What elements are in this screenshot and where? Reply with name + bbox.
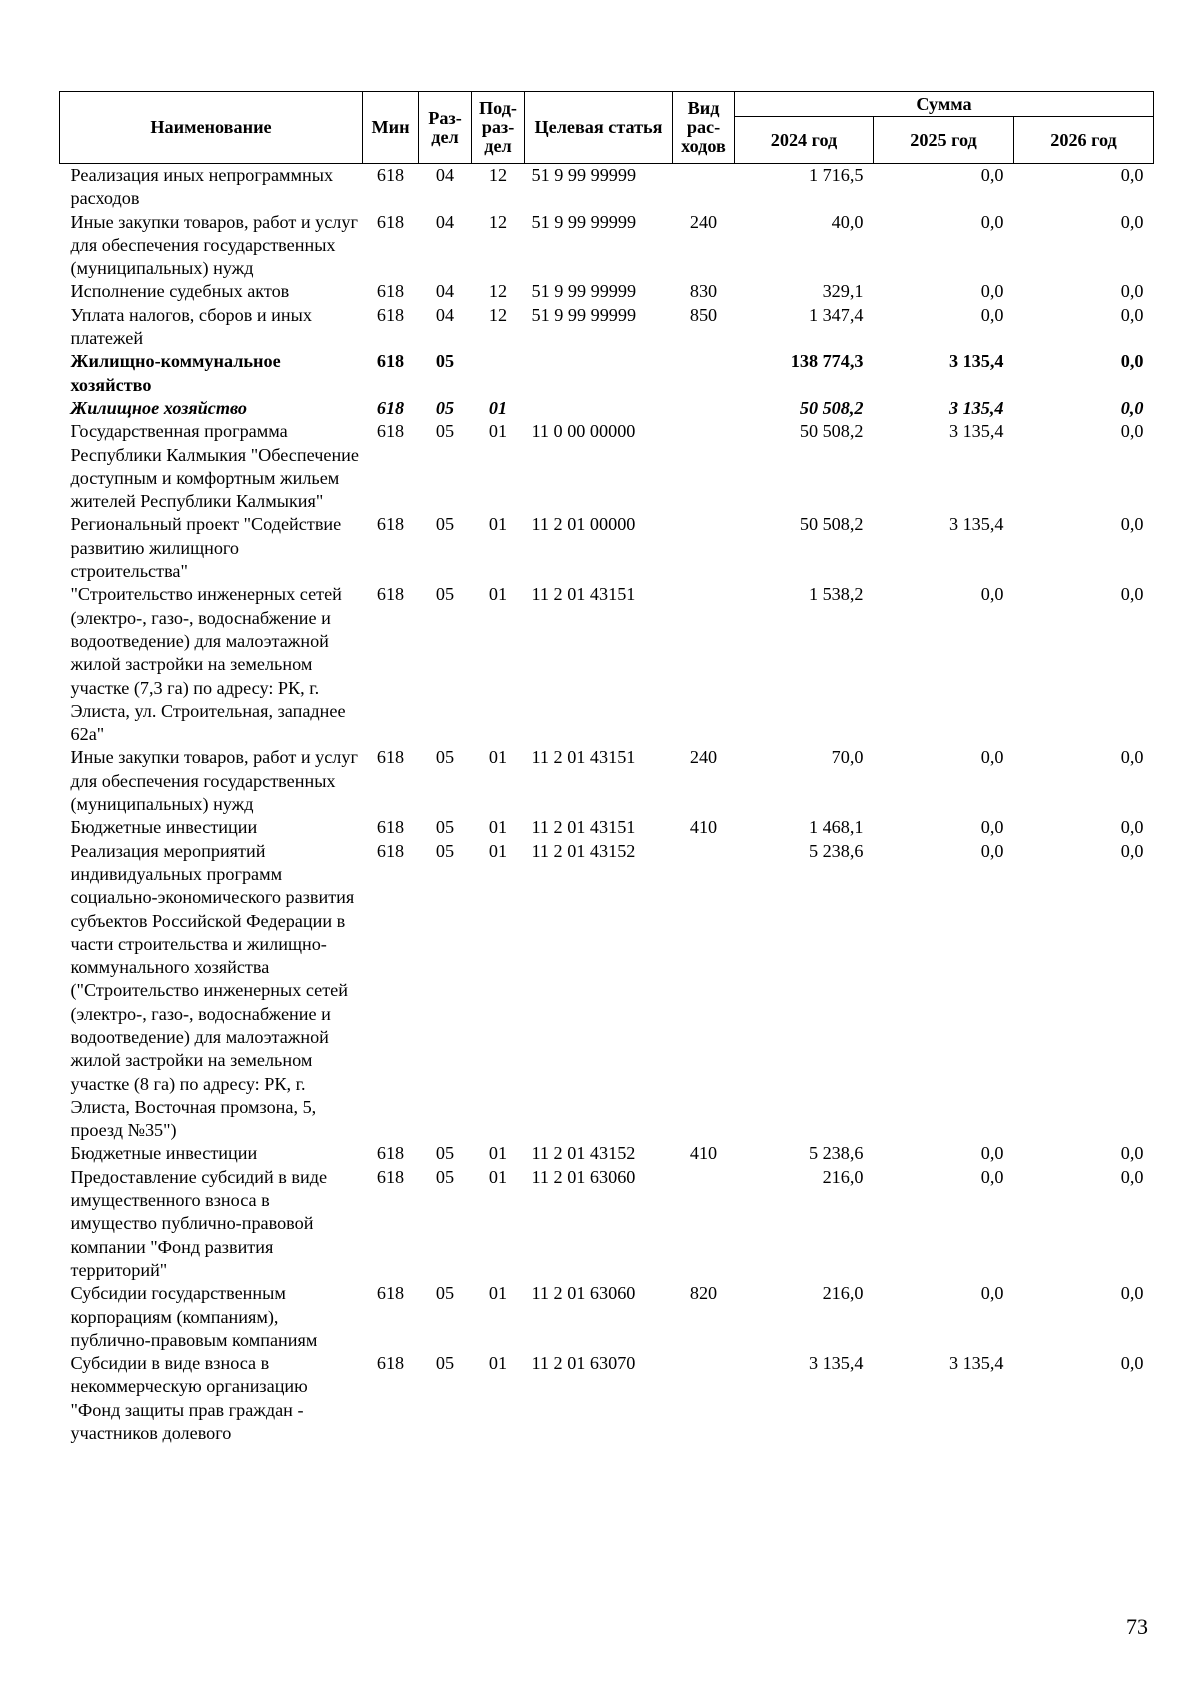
table-row bbox=[60, 1282, 1154, 1352]
table-row bbox=[60, 816, 1154, 839]
cell-tselevaya-statya: 11 2 01 63070 bbox=[531, 1353, 636, 1374]
cell-tselevaya-statya: 11 2 01 00000 bbox=[531, 514, 636, 535]
cell-min: 618 bbox=[376, 304, 405, 325]
cell-name: Иные закупки товаров, работ и услуг для обеспечения государственных (муниципальных) нужд bbox=[70, 211, 358, 279]
table-row bbox=[60, 583, 1154, 746]
cell-sum-2024: 50 508,2 bbox=[799, 397, 864, 418]
table-row bbox=[60, 280, 1154, 303]
cell-vid-raskhodov: 820 bbox=[689, 1283, 718, 1304]
cell-sum-2025: 0,0 bbox=[980, 211, 1004, 232]
cell-sum-2024: 1 468,1 bbox=[808, 817, 864, 838]
cell-vid-raskhodov bbox=[673, 350, 735, 397]
cell-name: Реализация иных непрограммных расходов bbox=[70, 165, 334, 209]
cell-tselevaya-statya: 11 2 01 63060 bbox=[531, 1166, 636, 1187]
cell-sum-2026: 0,0 bbox=[1120, 1166, 1144, 1187]
page-number: 73 bbox=[1126, 1614, 1148, 1639]
cell-podrazdel: 12 bbox=[488, 281, 508, 302]
cell-sum-2026: 0,0 bbox=[1120, 1353, 1144, 1374]
cell-sum-2025: 3 135,4 bbox=[948, 421, 1004, 442]
cell-sum-2024: 1 538,2 bbox=[808, 584, 864, 605]
cell-sum-2026: 0,0 bbox=[1120, 397, 1144, 418]
table-row bbox=[60, 1352, 1154, 1445]
cell-min: 618 bbox=[376, 584, 405, 605]
cell-sum-2024: 5 238,6 bbox=[808, 1143, 864, 1164]
cell-sum-2024: 70,0 bbox=[831, 747, 864, 768]
cell-razdel: 05 bbox=[435, 584, 455, 605]
cell-sum-2025: 0,0 bbox=[980, 817, 1004, 838]
cell-podrazdel: 01 bbox=[488, 1143, 508, 1164]
cell-name: Субсидии государственным корпорациям (компаниям), публично-правовым компаниям bbox=[70, 1283, 318, 1350]
budget-table bbox=[59, 91, 1154, 1445]
cell-tselevaya-statya bbox=[525, 350, 673, 397]
cell-razdel: 05 bbox=[435, 1283, 455, 1304]
cell-name: Исполнение судебных актов bbox=[70, 281, 290, 302]
cell-razdel: 05 bbox=[435, 840, 455, 861]
header-tselevaya-statya: Целевая статья bbox=[525, 92, 673, 164]
cell-sum-2026: 0,0 bbox=[1120, 421, 1144, 442]
cell-name: Субсидии в виде взноса в некоммерческую организацию "Фонд защиты прав граждан - участников долевого bbox=[70, 1353, 308, 1444]
cell-podrazdel: 12 bbox=[488, 165, 508, 185]
cell-sum-2026: 0,0 bbox=[1120, 747, 1144, 768]
cell-tselevaya-statya: 11 2 01 43151 bbox=[531, 747, 636, 768]
cell-vid-raskhodov bbox=[673, 397, 735, 420]
cell-razdel: 04 bbox=[435, 304, 455, 325]
cell-podrazdel: 12 bbox=[488, 304, 508, 325]
table-row bbox=[60, 746, 1154, 816]
table-row bbox=[60, 420, 1154, 513]
cell-razdel: 04 bbox=[435, 281, 455, 302]
cell-razdel: 05 bbox=[435, 397, 455, 418]
cell-sum-2026: 0,0 bbox=[1120, 281, 1144, 302]
cell-sum-2025: 0,0 bbox=[980, 281, 1004, 302]
header-year-2024: 2024 год bbox=[735, 117, 874, 164]
cell-min: 618 bbox=[376, 351, 405, 372]
table-row bbox=[60, 1142, 1154, 1165]
cell-podrazdel: 01 bbox=[488, 421, 508, 442]
cell-sum-2025: 0,0 bbox=[980, 1166, 1004, 1187]
table-row bbox=[60, 1166, 1154, 1282]
cell-min: 618 bbox=[376, 165, 405, 185]
header-year-2025: 2025 год bbox=[874, 117, 1014, 164]
cell-min: 618 bbox=[376, 1283, 405, 1304]
cell-podrazdel: 01 bbox=[488, 1166, 508, 1187]
header-summa: Сумма bbox=[735, 92, 1154, 117]
cell-name: Государственная программа Республики Калмыкия "Обеспечение доступным и комфортным жильем жителей Республики Калмыкия" bbox=[70, 421, 359, 512]
table-row bbox=[60, 397, 1154, 420]
cell-sum-2024: 329,1 bbox=[822, 281, 864, 302]
cell-sum-2026: 0,0 bbox=[1120, 1143, 1144, 1164]
cell-sum-2025: 0,0 bbox=[980, 1143, 1004, 1164]
cell-sum-2026: 0,0 bbox=[1120, 304, 1144, 325]
cell-min: 618 bbox=[376, 211, 405, 232]
table-row bbox=[60, 350, 1154, 397]
cell-sum-2026: 0,0 bbox=[1120, 1283, 1144, 1304]
cell-podrazdel: 01 bbox=[488, 584, 508, 605]
cell-sum-2026: 0,0 bbox=[1120, 165, 1144, 185]
cell-tselevaya-statya: 11 2 01 43151 bbox=[531, 584, 636, 605]
cell-min: 618 bbox=[376, 1166, 405, 1187]
cell-sum-2026: 0,0 bbox=[1120, 211, 1144, 232]
table-row bbox=[60, 164, 1154, 211]
cell-name: Бюджетные инвестиции bbox=[70, 1143, 258, 1164]
cell-tselevaya-statya bbox=[525, 397, 673, 420]
cell-vid-raskhodov bbox=[673, 420, 735, 513]
cell-vid-raskhodov: 410 bbox=[689, 1143, 718, 1164]
cell-sum-2024: 1 347,4 bbox=[808, 304, 864, 325]
cell-vid-raskhodov: 410 bbox=[689, 817, 718, 838]
cell-sum-2025: 0,0 bbox=[980, 304, 1004, 325]
cell-razdel: 05 bbox=[435, 1143, 455, 1164]
cell-razdel: 05 bbox=[435, 1166, 455, 1187]
cell-sum-2024: 216,0 bbox=[822, 1283, 864, 1304]
cell-vid-raskhodov bbox=[673, 1352, 735, 1445]
cell-razdel: 04 bbox=[435, 211, 455, 232]
cell-name: Предоставление субсидий в виде имущественного взноса в имущество публично-правовой компании "Фонд развития территорий" bbox=[70, 1166, 328, 1280]
cell-name: "Строительство инженерных сетей (электро-, газо-, водоснабжение и водоотведение) для малоэтажной жилой застройки на земельном участке (7,3 га) по адресу: РК, г. Элиста, ул. Строительная, западнее 62а" bbox=[70, 584, 346, 745]
cell-razdel: 05 bbox=[435, 514, 455, 535]
cell-podrazdel: 01 bbox=[488, 514, 508, 535]
cell-sum-2026: 0,0 bbox=[1120, 584, 1144, 605]
cell-podrazdel: 01 bbox=[488, 1353, 508, 1374]
cell-tselevaya-statya: 51 9 99 99999 bbox=[531, 211, 637, 232]
cell-sum-2025: 0,0 bbox=[980, 747, 1004, 768]
cell-razdel: 05 bbox=[435, 351, 455, 372]
cell-sum-2026: 0,0 bbox=[1120, 817, 1144, 838]
cell-sum-2025: 0,0 bbox=[980, 840, 1004, 861]
cell-name: Бюджетные инвестиции bbox=[70, 817, 258, 838]
cell-razdel: 05 bbox=[435, 747, 455, 768]
cell-sum-2025: 3 135,4 bbox=[948, 1353, 1004, 1374]
table-header bbox=[60, 92, 1154, 164]
cell-razdel: 05 bbox=[435, 421, 455, 442]
cell-min: 618 bbox=[376, 747, 405, 768]
cell-podrazdel: 12 bbox=[488, 211, 508, 232]
header-year-2026: 2026 год bbox=[1014, 117, 1154, 164]
table-row bbox=[60, 840, 1154, 1143]
cell-name: Реализация мероприятий индивидуальных программ социально-экономического развития субъектов Российской Федерации в части строительства и жилищно-коммунального хозяйства ("Строительство инженерных сетей (электро-, газо-, водоснабжение и водоотведение) для малоэтажной жилой застройки на земельном участке (8 га) по адресу: РК, г. Элиста, Восточная промзона, 5, проезд №35") bbox=[70, 840, 355, 1141]
cell-sum-2024: 5 238,6 bbox=[808, 840, 864, 861]
cell-sum-2024: 1 716,5 bbox=[808, 165, 864, 185]
cell-podrazdel: 01 bbox=[488, 747, 508, 768]
cell-sum-2026: 0,0 bbox=[1120, 351, 1144, 372]
header-razdel: Раз-дел bbox=[419, 92, 472, 164]
cell-vid-raskhodov bbox=[673, 513, 735, 583]
cell-min: 618 bbox=[376, 817, 405, 838]
cell-sum-2025: 0,0 bbox=[980, 1283, 1004, 1304]
table-row bbox=[60, 304, 1154, 351]
cell-tselevaya-statya: 11 2 01 43151 bbox=[531, 817, 636, 838]
cell-vid-raskhodov: 240 bbox=[689, 747, 718, 768]
cell-tselevaya-statya: 11 2 01 63060 bbox=[531, 1283, 636, 1304]
cell-podrazdel: 01 bbox=[488, 397, 508, 418]
cell-podrazdel: 01 bbox=[488, 817, 508, 838]
cell-min: 618 bbox=[376, 397, 405, 418]
cell-sum-2024: 138 774,3 bbox=[790, 351, 864, 372]
cell-podrazdel bbox=[472, 350, 525, 397]
cell-sum-2026: 0,0 bbox=[1120, 514, 1144, 535]
header-min: Мин bbox=[363, 92, 419, 164]
cell-min: 618 bbox=[376, 1353, 405, 1374]
table-row bbox=[60, 513, 1154, 583]
header-podrazdel: Под-раз-дел bbox=[472, 92, 525, 164]
budget-table-sheet bbox=[59, 91, 1153, 1445]
cell-sum-2024: 216,0 bbox=[822, 1166, 864, 1187]
cell-sum-2025: 0,0 bbox=[980, 165, 1004, 185]
cell-name: Региональный проект "Содействие развитию жилищного строительства" bbox=[70, 514, 342, 582]
cell-sum-2025: 3 135,4 bbox=[948, 351, 1004, 372]
cell-vid-raskhodov bbox=[673, 840, 735, 1143]
cell-name: Иные закупки товаров, работ и услуг для обеспечения государственных (муниципальных) нужд bbox=[70, 747, 358, 815]
cell-tselevaya-statya: 11 2 01 43152 bbox=[531, 840, 636, 861]
cell-tselevaya-statya: 51 9 99 99999 bbox=[531, 165, 637, 185]
cell-tselevaya-statya: 51 9 99 99999 bbox=[531, 304, 637, 325]
header-vid-raskhodov: Вид рас-ходов bbox=[673, 92, 735, 164]
cell-vid-raskhodov: 830 bbox=[689, 281, 718, 302]
cell-tselevaya-statya: 11 0 00 00000 bbox=[531, 421, 636, 442]
cell-razdel: 04 bbox=[435, 165, 455, 185]
cell-razdel: 05 bbox=[435, 1353, 455, 1374]
table-row bbox=[60, 211, 1154, 281]
header-name: Наименование bbox=[60, 92, 363, 164]
cell-sum-2024: 40,0 bbox=[831, 211, 864, 232]
table-body bbox=[60, 164, 1154, 1446]
cell-vid-raskhodov bbox=[673, 164, 735, 211]
cell-min: 618 bbox=[376, 281, 405, 302]
cell-sum-2025: 3 135,4 bbox=[948, 397, 1004, 418]
cell-name: Жилищное хозяйство bbox=[70, 397, 247, 418]
cell-sum-2024: 3 135,4 bbox=[808, 1353, 864, 1374]
cell-tselevaya-statya: 51 9 99 99999 bbox=[531, 281, 637, 302]
cell-vid-raskhodov: 240 bbox=[689, 211, 718, 232]
cell-sum-2025: 0,0 bbox=[980, 584, 1004, 605]
cell-razdel: 05 bbox=[435, 817, 455, 838]
cell-min: 618 bbox=[376, 514, 405, 535]
cell-sum-2026: 0,0 bbox=[1120, 840, 1144, 861]
cell-min: 618 bbox=[376, 840, 405, 861]
cell-sum-2024: 50 508,2 bbox=[799, 514, 864, 535]
cell-sum-2025: 3 135,4 bbox=[948, 514, 1004, 535]
cell-sum-2024: 50 508,2 bbox=[799, 421, 864, 442]
cell-podrazdel: 01 bbox=[488, 1283, 508, 1304]
cell-vid-raskhodov bbox=[673, 1166, 735, 1282]
cell-name: Уплата налогов, сборов и иных платежей bbox=[70, 304, 312, 349]
cell-podrazdel: 01 bbox=[488, 840, 508, 861]
cell-tselevaya-statya: 11 2 01 43152 bbox=[531, 1143, 636, 1164]
cell-min: 618 bbox=[376, 421, 405, 442]
cell-name: Жилищно-коммунальное хозяйство bbox=[70, 351, 281, 395]
cell-vid-raskhodov bbox=[673, 583, 735, 746]
cell-vid-raskhodov: 850 bbox=[689, 304, 718, 325]
cell-min: 618 bbox=[376, 1143, 405, 1164]
